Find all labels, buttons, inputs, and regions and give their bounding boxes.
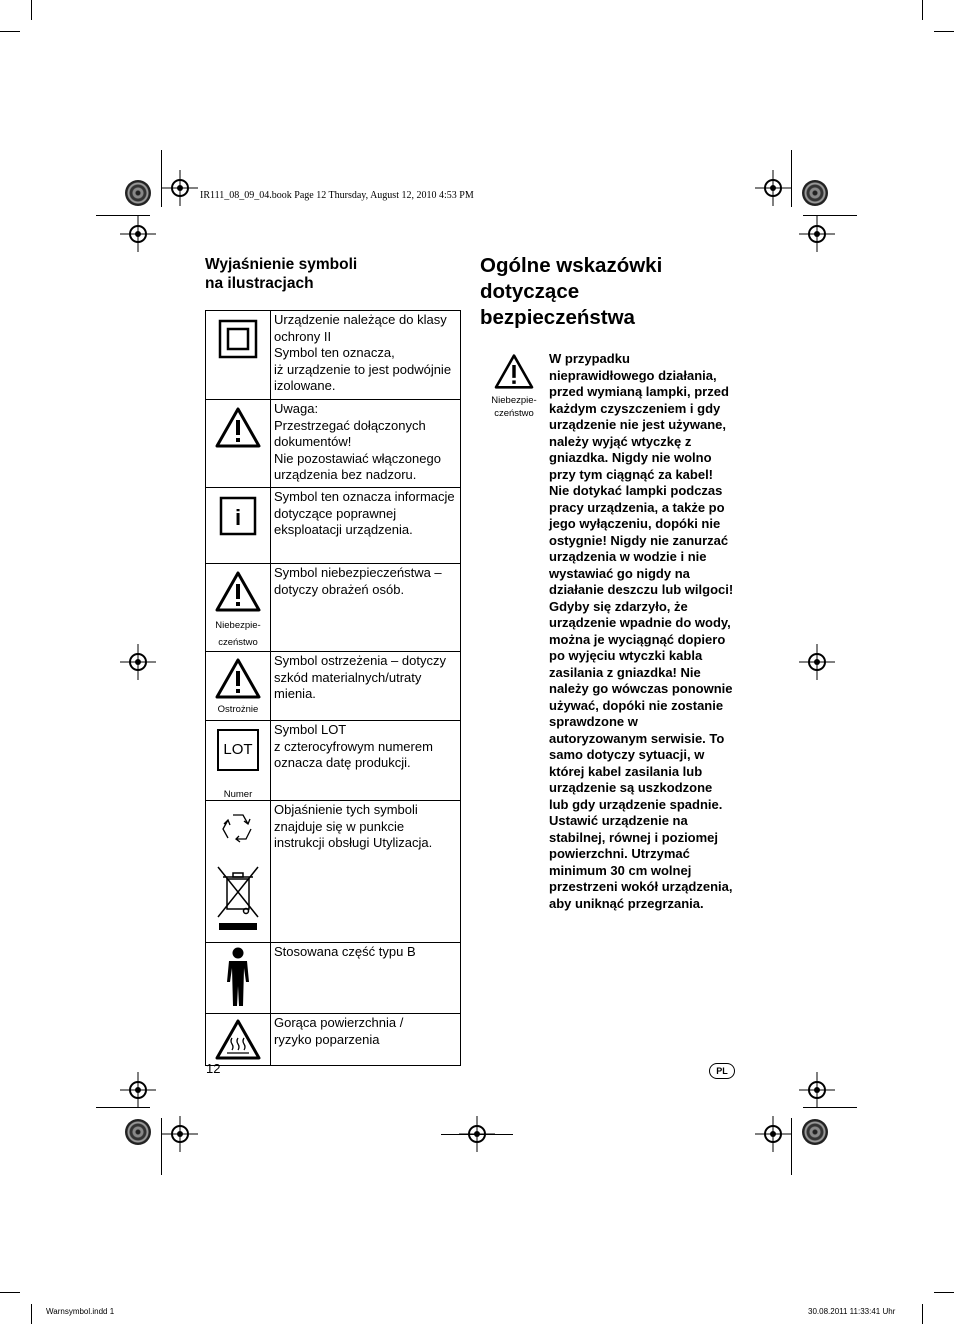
- crop-mark: [791, 1118, 792, 1175]
- symbol-table: [205, 310, 461, 1066]
- warning-text: W przypadku nieprawidłowego działania, przed wymianą lampki, przed każdym czyszczeniem i gdy urządzenie nie jest używane, należy wyjąć wtyczkę z gniazdka. Nigdy nie wolno przy tym ciągnąć za kabel! Nie dotykać lampki podczas pracy urządzenia, a także po jego wyłączeniu, dopóki nie ostygnie! Nigdy nie zanurzać urządzenia w wodzie i nie wystawiać go nigdy na działanie deszczu lub wilgoci! Gdyby się zdarzyło, że urządzenie wpadnie do wody, można je wyciągnąć dopiero po wyjęciu wtyczki kabla zasilania z gniazdka! Nie należy go wówczas ponownie używać, dopóki nie zostanie sprawdzone w autoryzowanym serwisie. To samo dotyczy sytuacji, w której kabel zasilania lub urządzenie są uszkodzone lub gdy urządzenie spadnie. Ustawić urządzenie na stabilnej, równej i poziomej powierzchni. Utrzymać minimum 30 cm wolnej przestrzeni wokół urządzenia, aby uniknąć przegrzania.: [549, 351, 734, 911]
- symbol-row: Objaśnienie tych symboli znajduje się w punkcie instrukcji obsługi Utylizacja.: [206, 801, 461, 943]
- registration-mark-icon: [799, 216, 835, 252]
- footer-file: Warnsymbol.indd 1: [46, 1307, 115, 1316]
- symbol-row: Urządzenie należące do klasy ochrony II Symbol ten oznacza, iż urządzenie to jest podwójnie izolowane.: [206, 311, 461, 400]
- left-section-heading: Wyjaśnienie symboli na ilustracjach: [205, 256, 358, 292]
- lot-icon: LOT: [217, 729, 259, 771]
- star-target-icon: [125, 180, 151, 206]
- applied-part-type-b-icon: [221, 946, 255, 1008]
- caution-triangle-icon: [215, 657, 261, 699]
- symbol-caption: Numer: [223, 789, 253, 800]
- registration-mark-icon: [755, 170, 791, 206]
- symbol-row: Uwaga: Przestrzegać dołączonych dokumentów! Nie pozostawiać włączonego urządzenia bez nadzoru.: [206, 400, 461, 488]
- symbol-caption: Ostrożnie: [217, 704, 259, 715]
- symbol-row: Ostrożnie Symbol ostrzeżenia – dotyczy szkód materialnych/utraty mienia.: [206, 652, 461, 721]
- registration-mark-icon: [120, 644, 156, 680]
- registration-mark-icon: [120, 1072, 156, 1108]
- symbol-row: i Symbol ten oznacza informacje dotyczące poprawnej eksploatacji urządzenia.: [206, 488, 461, 564]
- svg-text:i: i: [234, 505, 242, 530]
- warning-triangle-icon: [215, 406, 261, 448]
- info-icon: [219, 496, 257, 536]
- crop-mark: [934, 31, 954, 32]
- star-target-icon: [802, 180, 828, 206]
- crop-mark: [31, 0, 32, 20]
- crop-mark: [31, 1304, 32, 1324]
- registration-mark-icon: [120, 216, 156, 252]
- hot-surface-icon: [215, 1018, 261, 1060]
- symbol-row: Niebezpie- czeństwo Symbol niebezpieczeństwa – dotyczy obrażeń osób.: [206, 564, 461, 652]
- crop-mark: [791, 150, 792, 207]
- registration-mark-icon: [162, 170, 198, 206]
- registration-mark-icon: [162, 1116, 198, 1152]
- symbol-row: Stosowana część typu B: [206, 943, 461, 1014]
- right-section-heading: Ogólne wskazówki dotyczące bezpieczeństwa: [480, 254, 663, 329]
- crop-mark: [441, 1134, 513, 1135]
- danger-triangle-icon: [215, 570, 261, 612]
- warning-box-icon-group: [486, 353, 542, 420]
- symbol-row: LOT Numer Symbol LOT z czterocyfrowym numerem oznacza datę produkcji.: [206, 721, 461, 801]
- crop-mark: [922, 0, 923, 20]
- star-target-icon: [802, 1119, 828, 1145]
- danger-triangle-icon: [494, 353, 534, 389]
- recycle-bin-icon: [213, 807, 263, 937]
- class-ii-icon: [218, 319, 258, 359]
- registration-mark-icon: [799, 644, 835, 680]
- symbol-caption: Niebezpie- czeństwo: [215, 620, 261, 648]
- registration-mark-icon: [799, 1072, 835, 1108]
- star-target-icon: [125, 1119, 151, 1145]
- registration-mark-icon: [755, 1116, 791, 1152]
- symbol-row: Gorąca powierzchnia / ryzyko poparzenia: [206, 1014, 461, 1066]
- warning-caption: Niebezpie- czeństwo: [491, 395, 537, 419]
- language-badge: PL: [709, 1063, 735, 1079]
- crop-mark: [934, 1292, 954, 1293]
- crop-mark: [922, 1304, 923, 1324]
- footer-timestamp: 30.08.2011 11:33:41 Uhr: [808, 1307, 896, 1316]
- crop-mark: [0, 1292, 20, 1293]
- crop-mark: [0, 31, 20, 32]
- book-info-line: IR111_08_09_04.book Page 12 Thursday, August 12, 2010 4:53 PM: [200, 190, 474, 201]
- page-number: 12: [206, 1061, 221, 1076]
